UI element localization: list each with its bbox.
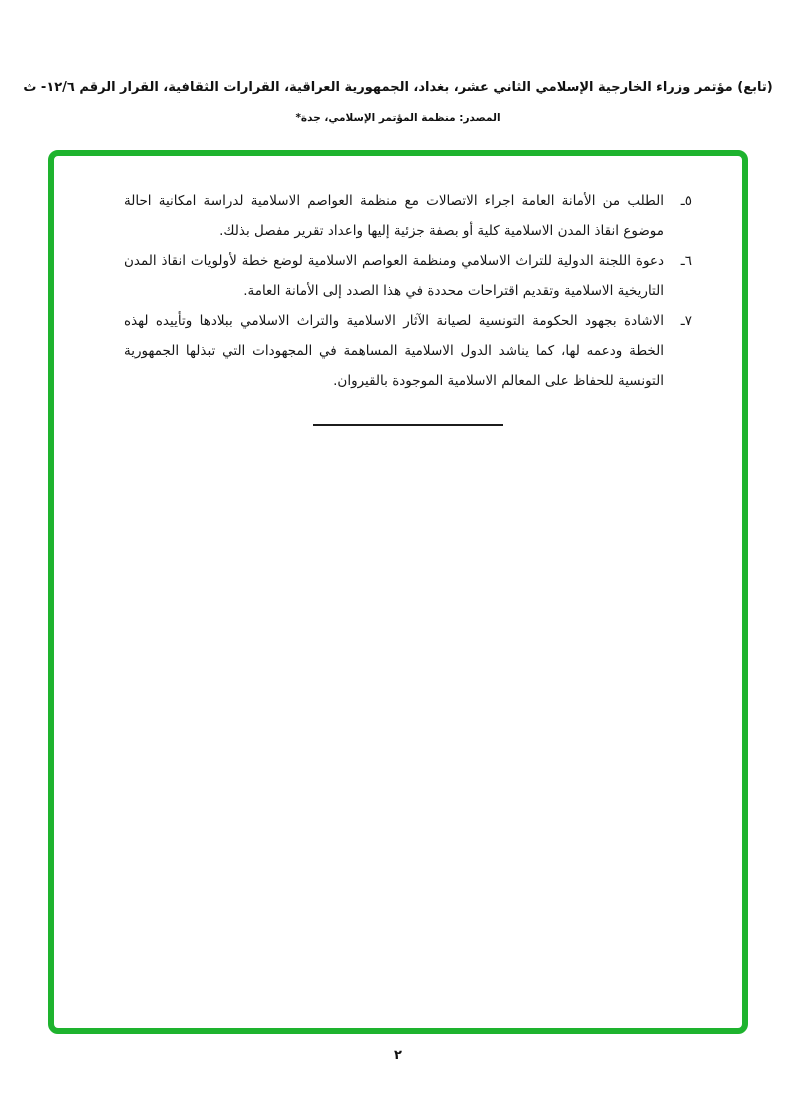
header-line-2: المصدر: منظمة المؤتمر الإسلامي، جدة*	[295, 112, 501, 124]
list-item	[124, 246, 692, 306]
resolution-list	[124, 186, 692, 426]
page-number: ٢	[394, 1048, 402, 1063]
list-item-number: ٦ـ	[680, 253, 692, 269]
list-item-text: دعوة اللجنة الدولية للتراث الاسلامي ومنظمة العواصم الاسلامية لوضع خطة لأولويات انقاذ المدن التاريخية الاسلامية وتقديم اقتراحات محددة في هذا الصدد إلى الأمانة العامة.	[124, 253, 664, 299]
list-item-number: ٧ـ	[680, 313, 692, 329]
header-line-1: (تابع) مؤتمر وزراء الخارجية الإسلامي الثاني عشر، بغداد، الجمهورية العراقية، القرارات الثقافية، القرار الرقم ١٢/٦- ث	[23, 80, 773, 95]
separator-line	[313, 424, 503, 426]
list-item-number: ٥ـ	[680, 193, 692, 209]
list-item	[124, 306, 692, 396]
list-item	[124, 186, 692, 246]
list-item-text: الطلب من الأمانة العامة اجراء الاتصالات مع منظمة العواصم الاسلامية لدراسة امكانية احالة موضوع انقاذ المدن الاسلامية كلية أو بصفة جزئية إليها واعداد تقرير مفصل بذلك.	[124, 193, 664, 239]
list-item-text: الاشادة بجهود الحكومة التونسية لصيانة الآثار الاسلامية والتراث الاسلامي ببلادها وتأييده لهذه الخطة ودعمه لها، كما يناشد الدول الاسلامية المساهمة في المجهودات التي تبذلها الجمهورية التونسية للحفاظ على المعالم الاسلامية الموجودة بالقيروان.	[124, 313, 664, 389]
